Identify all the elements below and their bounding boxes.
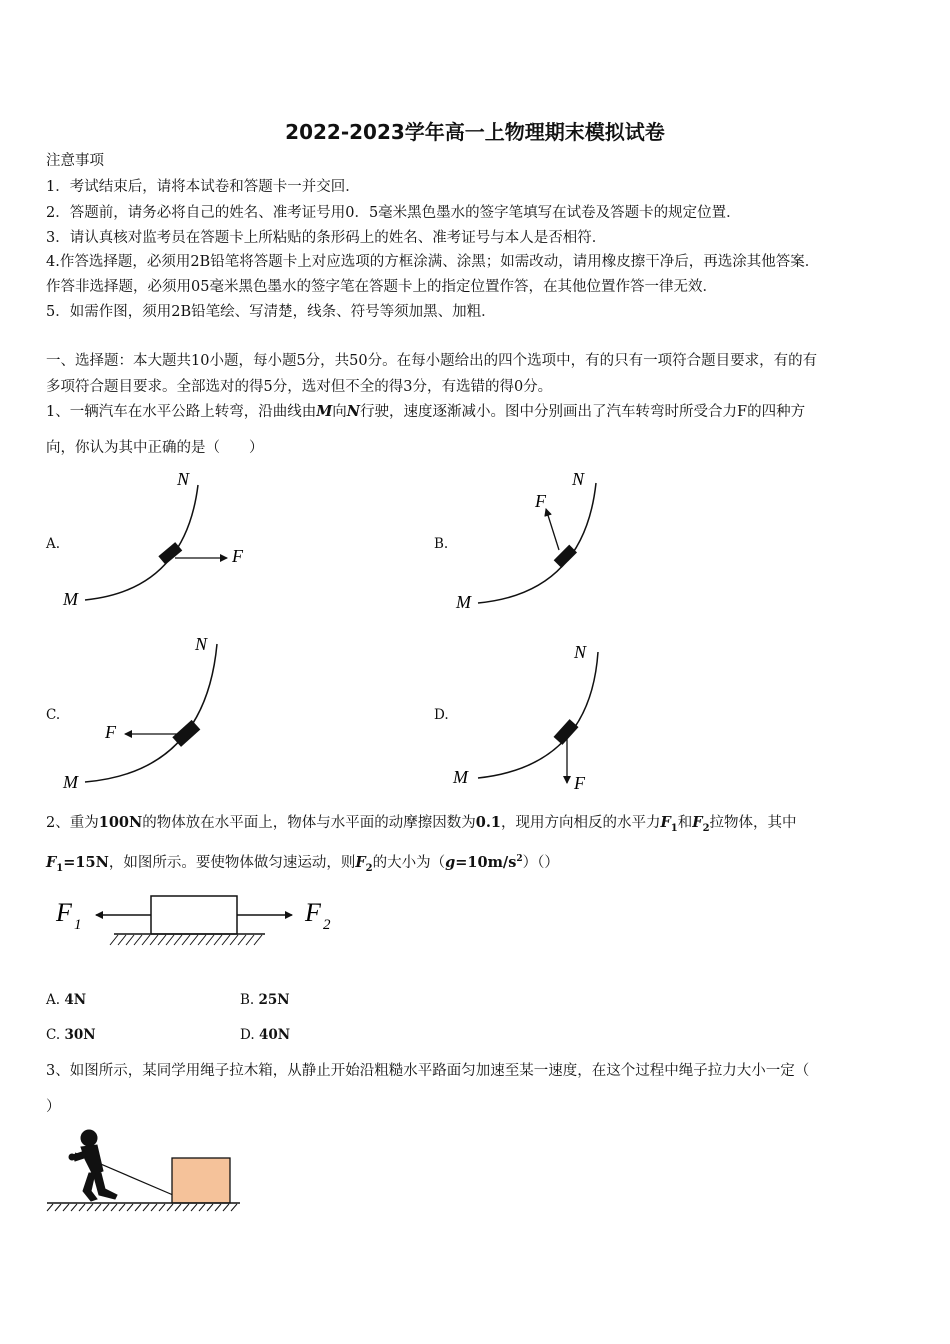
force-label: F — [232, 546, 243, 566]
force-label: F — [105, 722, 116, 742]
force-label: F — [574, 773, 585, 793]
q2-option-label: B. — [240, 992, 259, 1008]
q2-weight: 100N — [98, 814, 143, 831]
q2-option-a[interactable] — [46, 992, 86, 1008]
q2-f1-value: =15N — [63, 853, 109, 871]
start-label-m: M — [453, 767, 468, 787]
notice-item: 4.作答选择题，必须用2B铅笔将答题卡上对应选项的方框涂满、涂黑；如需改动，请用橡皮擦干净后，再选涂其他答案． — [46, 254, 820, 270]
q2-option-b[interactable] — [240, 992, 290, 1008]
end-label-n: N — [572, 469, 585, 489]
q2-f2: F — [692, 814, 703, 831]
section-instructions-line2: 多项符合题目要求。全部选对的得5分，选对但不全的得3分，有选错的得0分。 — [46, 379, 553, 395]
notice-item: 1．考试结束后，请将本试卷和答题卡一并交回． — [46, 179, 360, 195]
q2-text: ，如图所示。要使物体做匀速运动，则 — [108, 854, 356, 871]
q1-figure-c — [55, 632, 285, 792]
q2-figure — [50, 885, 350, 955]
q2-text: ）（） — [522, 854, 559, 871]
notice-item: 2．答题前，请务必将自己的姓名、准考证号用0．5毫米黑色墨水的签字笔填写在试卷及答题卡的规定位置． — [46, 205, 741, 221]
q1-symbol-n: N — [346, 403, 361, 420]
q1-text: 1、一辆汽车在水平公路上转弯，沿曲线由 — [46, 404, 317, 420]
q2-g: g — [445, 853, 456, 871]
q2-text: 和 — [677, 815, 693, 831]
car-block — [554, 719, 579, 745]
q1-stem-line1 — [46, 402, 805, 422]
force-arrow — [546, 509, 559, 550]
end-label-n: N — [177, 469, 190, 489]
f1-subscript: 1 — [74, 917, 82, 933]
start-label-m: M — [63, 589, 78, 609]
trajectory-curve — [478, 652, 598, 778]
q1-text: 向 — [332, 404, 347, 420]
q1-option-b-label[interactable]: B. — [434, 536, 449, 552]
start-label-m: M — [63, 772, 78, 792]
q2-f1: F — [660, 814, 671, 831]
q2-stem-line1 — [46, 813, 797, 839]
q1-text: 行驶，速度逐渐减小。图中分别画出了汽车转弯时所受合力F的四种方 — [360, 404, 806, 420]
q2-option-d[interactable] — [240, 1027, 290, 1043]
f1-label: F — [56, 898, 72, 927]
q1-stem-line2: 向，你认为其中正确的是（ ） — [46, 440, 264, 456]
q2-text: 拉物体，其中 — [709, 815, 797, 831]
q2-option-c[interactable] — [46, 1027, 96, 1043]
q1-figure-a — [55, 465, 285, 615]
q1-option-d-label[interactable]: D. — [434, 707, 449, 723]
q2-text: 的物体放在水平面上，物体与水平面的动摩擦因数为 — [142, 815, 476, 831]
car-block — [554, 545, 577, 568]
q2-option-value: 40N — [258, 1027, 291, 1043]
start-label-m: M — [456, 592, 471, 612]
q1-figure-b — [448, 465, 678, 615]
ground-hatch — [110, 935, 262, 945]
q2-option-label: D. — [240, 1027, 259, 1043]
q2-g-sup: 2 — [516, 854, 523, 864]
q2-mu: 0.1 — [475, 814, 501, 831]
notice-item: 5．如需作图，须用2B铅笔绘、写清楚，线条、符号等须加黑、加粗． — [46, 304, 496, 320]
q3-stem-line1: 3、如图所示，某同学用绳子拉木箱，从静止开始沿粗糙水平路面匀加速至某一速度，在这个过程中绳子拉力大小一定（ — [46, 1063, 810, 1079]
wooden-box — [172, 1158, 230, 1203]
q2-option-value: 25N — [258, 992, 290, 1008]
q1-symbol-m: M — [316, 403, 333, 420]
q2-f1: F — [46, 853, 57, 871]
trajectory-curve — [85, 644, 217, 782]
force-label: F — [535, 491, 546, 511]
q2-text: 2、重为 — [46, 815, 99, 831]
q2-option-value: 30N — [64, 1027, 96, 1043]
q2-f2-sub: 2 — [702, 822, 710, 834]
section-instructions-line1: 一、选择题：本大题共10小题，每小题5分，共50分。在每小题给出的四个选项中，有的只有一项符合题目要求，有的有 — [46, 353, 818, 369]
page-title: 2022-2023学年高一上物理期末模拟试卷 — [285, 120, 665, 144]
notice-heading: 注意事项 — [46, 153, 104, 169]
student-figure — [69, 1130, 117, 1201]
trajectory-curve — [85, 485, 198, 600]
q2-f1-sub: 1 — [56, 862, 64, 874]
f2-label: F — [305, 898, 321, 927]
q1-option-a-label[interactable]: A. — [46, 536, 61, 552]
q3-stem-line2: ） — [46, 1099, 61, 1115]
ground-hatch — [47, 1204, 237, 1211]
q2-f2: F — [355, 853, 366, 871]
q3-figure — [45, 1125, 245, 1215]
q2-f1-sub: 1 — [670, 822, 678, 834]
q2-f2-sub: 2 — [365, 862, 373, 874]
q2-text: ，现用方向相反的水平力 — [501, 815, 661, 831]
q2-option-label: C. — [46, 1027, 65, 1043]
end-label-n: N — [574, 642, 587, 662]
q2-option-value: 4N — [64, 992, 87, 1008]
q1-option-c-label[interactable]: C. — [46, 707, 61, 723]
end-label-n: N — [195, 634, 208, 654]
q2-stem-line2 — [46, 849, 559, 879]
block — [151, 896, 237, 934]
notice-item: 3．请认真核对监考员在答题卡上所粘贴的条形码上的姓名、准考证号与本人是否相符． — [46, 230, 607, 246]
q1-figure-d — [448, 640, 678, 795]
q2-text: 的大小为（ — [372, 854, 446, 871]
q2-g-value: =10m/s — [455, 853, 517, 871]
notice-item: 作答非选择题，必须用05毫米黑色墨水的签字笔在答题卡上的指定位置作答，在其他位置作答一律无效． — [46, 279, 717, 295]
q2-option-label: A. — [46, 992, 65, 1008]
f2-subscript: 2 — [323, 917, 331, 933]
